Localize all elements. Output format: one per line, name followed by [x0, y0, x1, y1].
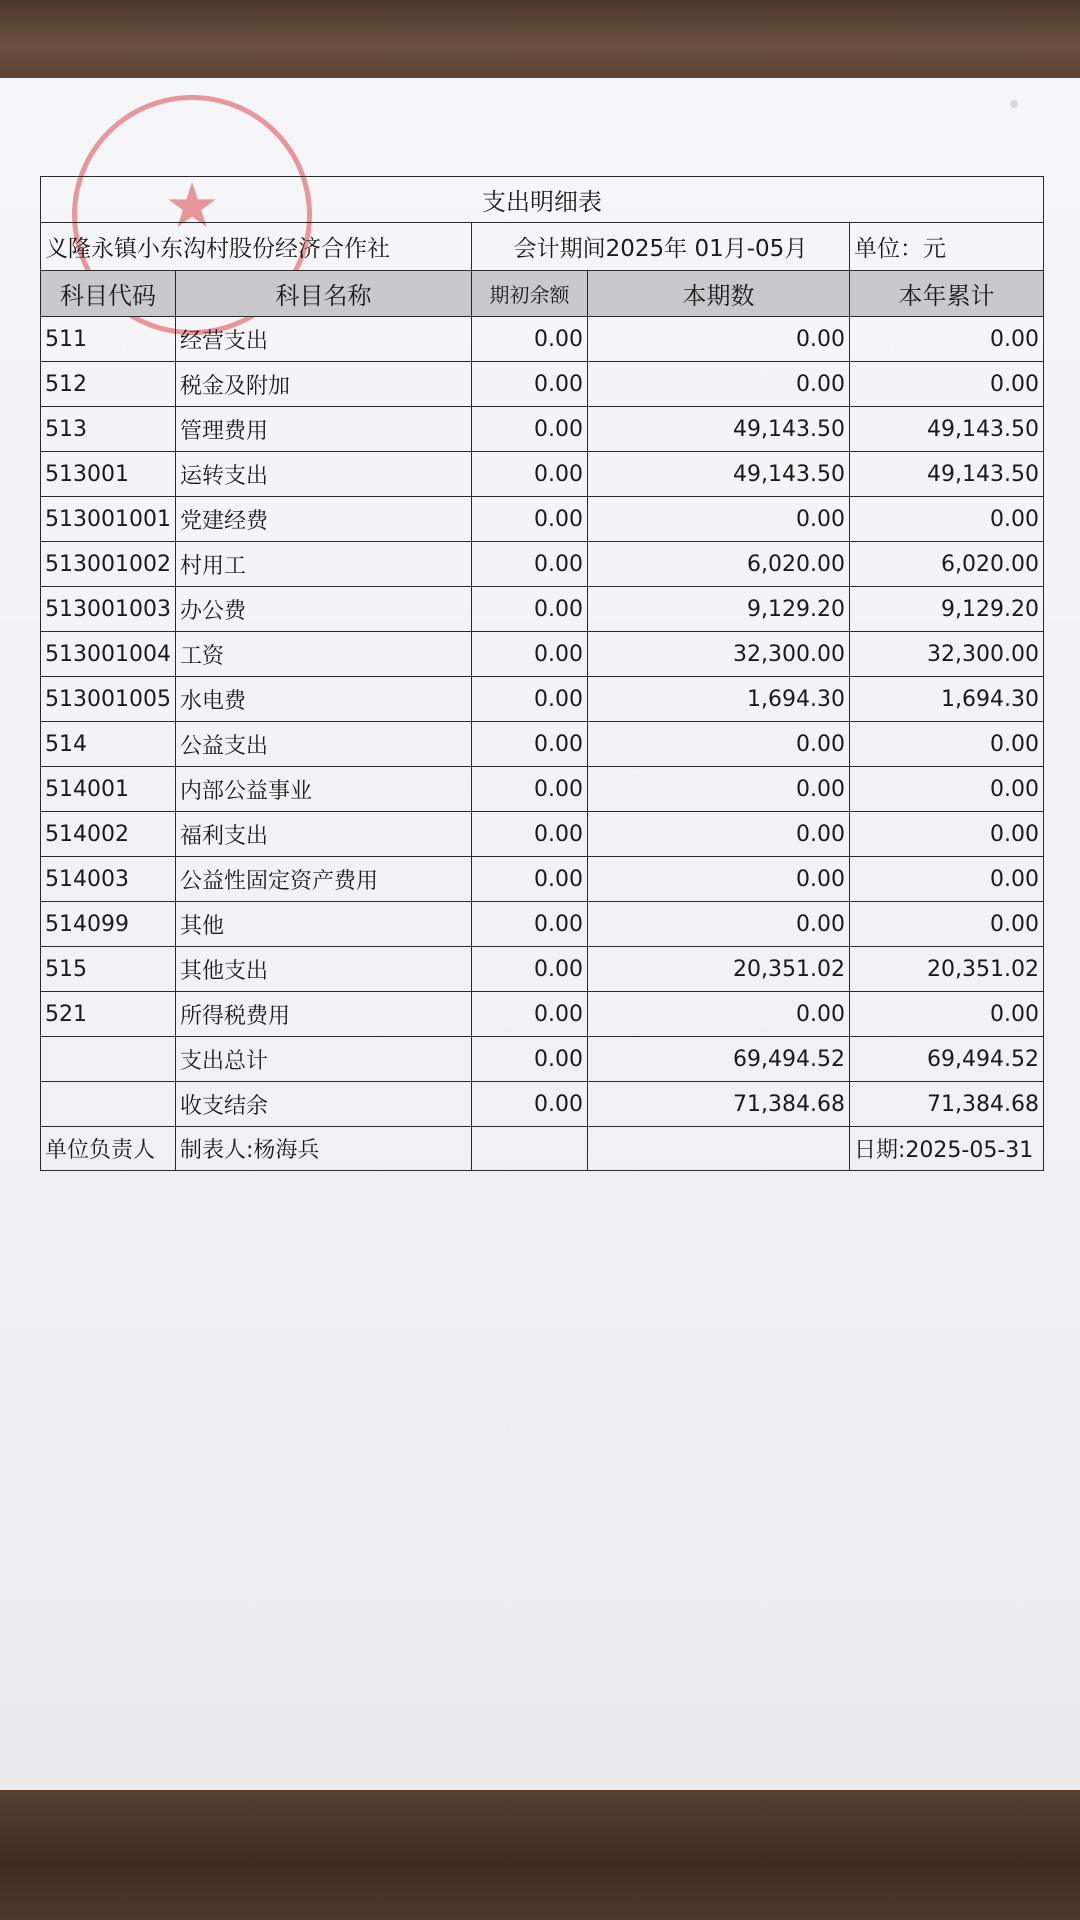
opening-balance: 0.00 [471, 992, 587, 1037]
year-to-date-amount: 49,143.50 [849, 407, 1043, 452]
opening-balance: 0.00 [471, 947, 587, 992]
year-to-date-amount: 0.00 [849, 362, 1043, 407]
report-date: 日期:2025-05-31 [849, 1127, 1043, 1171]
account-name: 党建经费 [175, 497, 471, 542]
table-row [41, 542, 1044, 587]
table-row [41, 317, 1044, 362]
table-row [41, 947, 1044, 992]
seal-star-icon: ★ [164, 169, 220, 242]
table-row [41, 812, 1044, 857]
current-period-amount: 49,143.50 [587, 407, 849, 452]
year-to-date-amount: 0.00 [849, 722, 1043, 767]
current-period-amount: 0.00 [587, 497, 849, 542]
table-row [41, 677, 1044, 722]
table-row [41, 992, 1044, 1037]
table-row [41, 632, 1044, 677]
table-row [41, 497, 1044, 542]
current-period-amount: 0.00 [587, 857, 849, 902]
header-opening: 期初余额 [471, 271, 587, 317]
account-code: 514099 [41, 902, 176, 947]
empty-cell [471, 1127, 587, 1171]
account-name: 所得税费用 [175, 992, 471, 1037]
wood-background-top [0, 0, 1080, 90]
table-row [41, 902, 1044, 947]
account-name: 收支结余 [175, 1082, 471, 1127]
expense-detail-table [40, 169, 1044, 1171]
punch-hole [1010, 100, 1018, 108]
account-name: 其他 [175, 902, 471, 947]
current-period-amount: 0.00 [587, 992, 849, 1037]
empty-cell [587, 1127, 849, 1171]
current-period-amount: 0.00 [587, 767, 849, 812]
account-code: 513001005 [41, 677, 176, 722]
year-to-date-amount: 69,494.52 [849, 1037, 1043, 1082]
account-name: 经营支出 [175, 317, 471, 362]
year-to-date-amount: 20,351.02 [849, 947, 1043, 992]
account-code [41, 1037, 176, 1082]
account-name: 公益性固定资产费用 [175, 857, 471, 902]
table-row [41, 452, 1044, 497]
wood-background-bottom [0, 1780, 1080, 1920]
opening-balance: 0.00 [471, 722, 587, 767]
table-row [41, 767, 1044, 812]
opening-balance: 0.00 [471, 452, 587, 497]
table-row [41, 407, 1044, 452]
header-row [41, 271, 1044, 317]
opening-balance: 0.00 [471, 677, 587, 722]
account-code: 513001 [41, 452, 176, 497]
year-to-date-amount: 9,129.20 [849, 587, 1043, 632]
opening-balance: 0.00 [471, 1082, 587, 1127]
account-name: 办公费 [175, 587, 471, 632]
table-row [41, 1037, 1044, 1082]
current-period-amount: 1,694.30 [587, 677, 849, 722]
account-code: 511 [41, 317, 176, 362]
account-name: 公益支出 [175, 722, 471, 767]
current-period-amount: 69,494.52 [587, 1037, 849, 1082]
current-period-amount: 32,300.00 [587, 632, 849, 677]
current-period-amount: 71,384.68 [587, 1082, 849, 1127]
opening-balance: 0.00 [471, 1037, 587, 1082]
opening-balance: 0.00 [471, 587, 587, 632]
table-row [41, 722, 1044, 767]
current-period-amount: 0.00 [587, 362, 849, 407]
footer-row [41, 1127, 1044, 1171]
table-row [41, 587, 1044, 632]
opening-balance: 0.00 [471, 317, 587, 362]
header-ytd: 本年累计 [849, 271, 1043, 317]
year-to-date-amount: 0.00 [849, 317, 1043, 362]
account-code: 513001004 [41, 632, 176, 677]
current-period-amount: 6,020.00 [587, 542, 849, 587]
header-current: 本期数 [587, 271, 849, 317]
account-name: 运转支出 [175, 452, 471, 497]
year-to-date-amount: 32,300.00 [849, 632, 1043, 677]
current-period-amount: 0.00 [587, 902, 849, 947]
currency-unit: 单位：元 [849, 223, 1043, 271]
account-code: 521 [41, 992, 176, 1037]
current-period-amount: 9,129.20 [587, 587, 849, 632]
table-row [41, 362, 1044, 407]
account-name: 水电费 [175, 677, 471, 722]
current-period-amount: 49,143.50 [587, 452, 849, 497]
responsible-person-label: 单位负责人 [41, 1127, 176, 1171]
account-name: 工资 [175, 632, 471, 677]
account-name: 村用工 [175, 542, 471, 587]
year-to-date-amount: 6,020.00 [849, 542, 1043, 587]
opening-balance: 0.00 [471, 902, 587, 947]
year-to-date-amount: 0.00 [849, 497, 1043, 542]
current-period-amount: 0.00 [587, 722, 849, 767]
opening-balance: 0.00 [471, 407, 587, 452]
account-code: 514002 [41, 812, 176, 857]
table-row [41, 1082, 1044, 1127]
account-code: 514001 [41, 767, 176, 812]
year-to-date-amount: 0.00 [849, 767, 1043, 812]
preparer-label: 制表人:杨海兵 [175, 1127, 471, 1171]
year-to-date-amount: 0.00 [849, 992, 1043, 1037]
account-code: 512 [41, 362, 176, 407]
account-name: 内部公益事业 [175, 767, 471, 812]
year-to-date-amount: 0.00 [849, 857, 1043, 902]
account-code: 514 [41, 722, 176, 767]
current-period-amount: 0.00 [587, 317, 849, 362]
year-to-date-amount: 0.00 [849, 812, 1043, 857]
account-code: 515 [41, 947, 176, 992]
account-code: 513001001 [41, 497, 176, 542]
account-code [41, 1082, 176, 1127]
opening-balance: 0.00 [471, 542, 587, 587]
account-code: 513001002 [41, 542, 176, 587]
header-name: 科目名称 [175, 271, 471, 317]
opening-balance: 0.00 [471, 362, 587, 407]
table-row [41, 857, 1044, 902]
accounting-period: 会计期间2025年 01月-05月 [471, 223, 849, 271]
header-code: 科目代码 [41, 271, 176, 317]
year-to-date-amount: 49,143.50 [849, 452, 1043, 497]
current-period-amount: 0.00 [587, 812, 849, 857]
account-name: 税金及附加 [175, 362, 471, 407]
account-name: 其他支出 [175, 947, 471, 992]
opening-balance: 0.00 [471, 497, 587, 542]
account-code: 513001003 [41, 587, 176, 632]
account-code: 513 [41, 407, 176, 452]
year-to-date-amount: 1,694.30 [849, 677, 1043, 722]
table-title: 支出明细表 [41, 177, 1044, 223]
account-name: 支出总计 [175, 1037, 471, 1082]
year-to-date-amount: 71,384.68 [849, 1082, 1043, 1127]
year-to-date-amount: 0.00 [849, 902, 1043, 947]
opening-balance: 0.00 [471, 767, 587, 812]
account-name: 福利支出 [175, 812, 471, 857]
opening-balance: 0.00 [471, 812, 587, 857]
account-code: 514003 [41, 857, 176, 902]
current-period-amount: 20,351.02 [587, 947, 849, 992]
opening-balance: 0.00 [471, 632, 587, 677]
opening-balance: 0.00 [471, 857, 587, 902]
account-name: 管理费用 [175, 407, 471, 452]
organization-name: 义隆永镇小东沟村股份经济合作社 [41, 223, 472, 271]
